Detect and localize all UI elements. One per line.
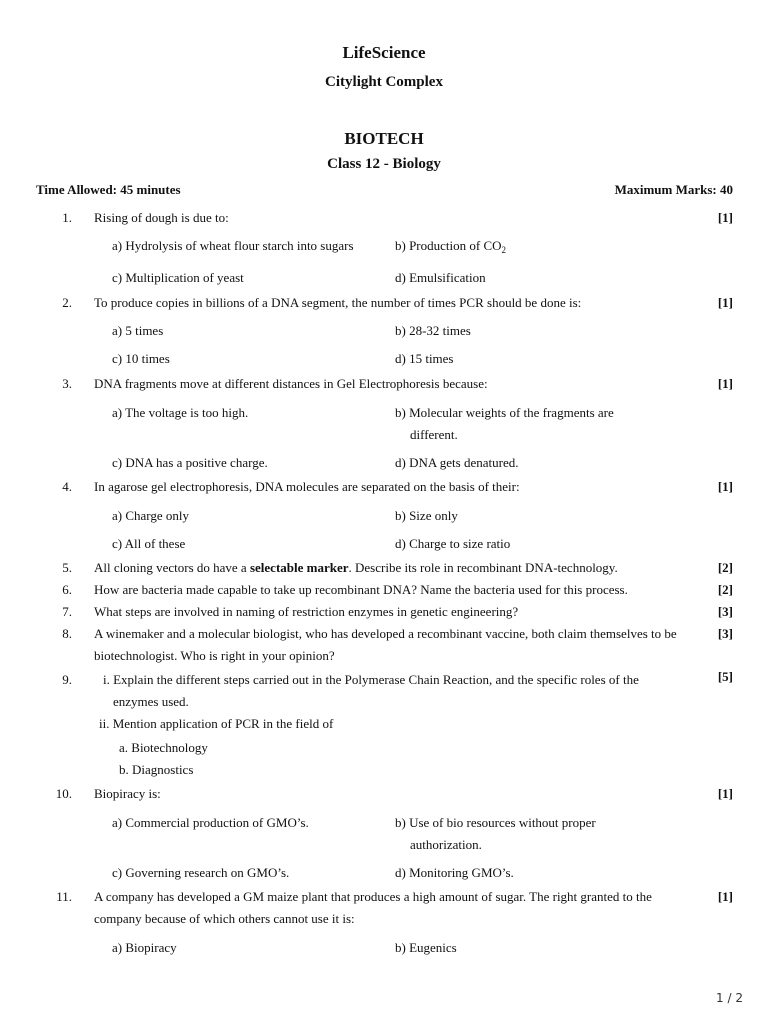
question-text-line-1: A winemaker and a molecular biologist, who has developed a recombinant vaccine, both claim themselves to be [94,626,677,641]
option-b [395,235,645,261]
question-number: 2. [62,295,72,310]
subject-title: BIOTECH [344,129,424,148]
question-number: 8. [62,626,72,641]
question-number: 9. [62,672,72,687]
question-marks: [1] [717,210,733,225]
question-text: In agarose gel electrophoresis, DNA molecules are separated on the basis of their: [94,479,520,494]
page-number: 1 / 2 [716,991,743,1005]
question-text-part: All cloning vectors do have a [94,560,250,575]
question-number: 11. [56,889,72,904]
sub-item-a: a. Biotechnology [119,740,208,755]
question-marks: [1] [717,786,733,801]
time-allowed: Time Allowed: 45 minutes [36,182,181,197]
question-number: 3. [62,376,72,391]
option-b-text: b) Molecular weights of the fragments are [395,405,614,420]
option-c: c) All of these [112,536,186,551]
question-number: 7. [62,604,72,619]
option-b-continuation: different. [410,427,458,442]
option-a: a) Charge only [112,508,190,523]
option-c: c) 10 times [112,351,170,366]
question-text-line-1: A company has developed a GM maize plant that produces a high amount of sugar. The right granted to the [94,889,652,904]
option-a: a) Biopiracy [112,940,177,955]
question-text: Biopiracy is: [94,786,161,801]
option-c: c) Governing research on GMO’s. [112,865,290,880]
question-text: How are bacteria made capable to take up recombinant DNA? Name the bacteria used for this process. [94,582,628,597]
question-text: What steps are involved in naming of restriction enzymes in genetic engineering? [94,604,519,619]
option-b-text: b) Production of CO [395,238,502,253]
option-b: b) 28-32 times [395,323,471,338]
option-a: a) Commercial production of GMO’s. [112,815,309,830]
subscript: 2 [501,245,507,255]
question-marks: [1] [717,295,733,310]
school-name: LifeScience [342,43,426,62]
class-title: Class 12 - Biology [327,156,441,172]
question-text: DNA fragments move at different distances in Gel Electrophoresis because: [94,376,488,391]
question-marks: [5] [717,669,733,684]
question-number: 6. [62,582,72,597]
option-b [395,402,645,446]
sub-question-ii: ii. Mention application of PCR in the field of [99,716,334,731]
option-d: d) Monitoring GMO’s. [395,865,514,880]
option-b [395,812,645,856]
question-marks: [1] [717,889,733,904]
maximum-marks: Maximum Marks: 40 [614,182,733,197]
option-b: b) Size only [395,508,458,523]
sub-question-i: i. Explain the different steps carried out in the Polymerase Chain Reaction, and the specific roles of the [103,672,639,687]
question-number: 1. [62,210,72,225]
question-marks: [2] [717,582,733,597]
question-marks: [1] [717,376,733,391]
option-c: c) DNA has a positive charge. [112,455,268,470]
option-d: d) DNA gets denatured. [395,455,519,470]
question-text: Rising of dough is due to: [94,210,229,225]
option-c: c) Multiplication of yeast [112,270,244,285]
option-d: d) 15 times [395,351,454,366]
question-text: To produce copies in billions of a DNA segment, the number of times PCR should be done is: [94,295,582,310]
question-number: 10. [55,786,72,801]
question-text-part: . Describe its role in recombinant DNA-technology. [348,560,618,575]
complex-name: Citylight Complex [325,74,443,90]
sub-item-b: b. Diagnostics [119,762,194,777]
option-b-continuation: authorization. [410,837,482,852]
option-b-text: b) Use of bio resources without proper [395,815,596,830]
question-marks: [3] [717,626,733,641]
option-d: d) Emulsification [395,270,486,285]
question-marks: [2] [717,560,733,575]
question-text-line-2: company because of which others cannot use it is: [94,911,355,926]
question-text-line-2: biotechnologist. Who is right in your opinion? [94,648,335,663]
question-marks: [3] [717,604,733,619]
question-text-bold: selectable marker [249,560,349,575]
option-d: d) Charge to size ratio [395,536,511,551]
option-a: a) Hydrolysis of wheat flour starch into sugars [112,238,354,253]
question-number: 5. [62,560,72,575]
question-text [94,886,706,930]
option-b: b) Eugenics [395,940,457,955]
question-marks: [1] [717,479,733,494]
question-text [94,557,706,579]
option-a: a) 5 times [112,323,164,338]
sub-question-i-continuation: enzymes used. [113,694,189,709]
question-text [94,623,706,667]
question-number: 4. [62,479,72,494]
option-a: a) The voltage is too high. [112,405,249,420]
